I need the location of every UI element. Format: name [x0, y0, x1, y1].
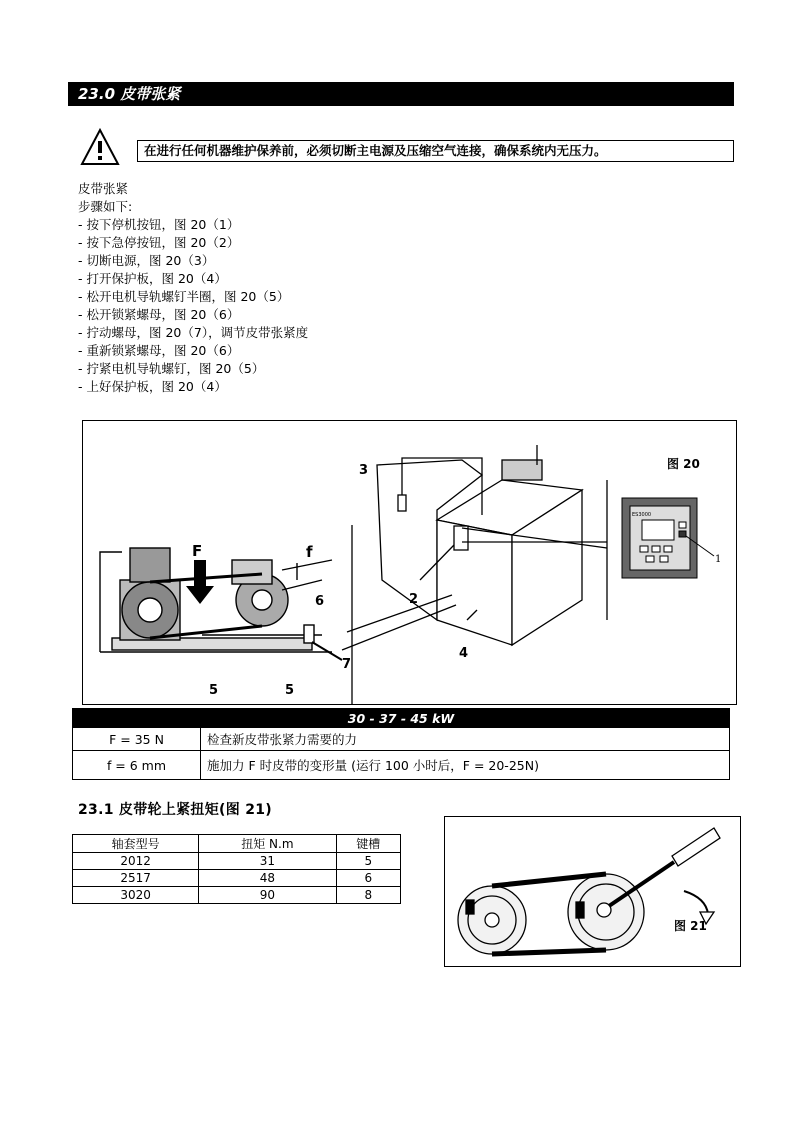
table-cell: 3020: [73, 887, 199, 904]
callout-f: f: [306, 543, 313, 561]
step-item: - 重新锁紧螺母，图 20（6）: [78, 343, 240, 358]
table-cell: 2517: [73, 870, 199, 887]
table-header-row: [73, 835, 401, 853]
belt-drive-drawing: [100, 548, 342, 660]
warning-text: 在进行任何机器维护保养前，必须切断主电源及压缩空气连接，确保系统内无压力。: [144, 143, 607, 158]
step-item: - 切断电源，图 20（3）: [78, 253, 215, 268]
table-cell: 6: [336, 870, 400, 887]
callout-3: 3: [359, 463, 369, 478]
callout-1: 1: [715, 554, 722, 565]
control-panel-drawing: [622, 498, 714, 578]
figure-21-illustration: [444, 816, 741, 967]
table-row: [73, 751, 730, 780]
callout-4: 4: [459, 646, 469, 661]
figure-20-illustration: [82, 420, 737, 705]
table-row: [73, 728, 730, 751]
table-row: [73, 853, 401, 870]
step-item: - 松开锁紧螺母，图 20（6）: [78, 307, 240, 322]
subsection-title: 23.1 皮带轮上紧扭矩(图 21): [78, 802, 272, 818]
steps-heading: 皮带张紧: [78, 181, 129, 196]
figure-20-label: 图 20: [667, 457, 700, 471]
spec-desc: 检查新皮带张紧力需要的力: [201, 728, 730, 751]
steps-intro: 步骤如下:: [78, 199, 133, 214]
table-row: [73, 870, 401, 887]
callout-7: 7: [342, 657, 352, 672]
callout-5b: 5: [285, 683, 295, 698]
force-arrow-icon: [186, 560, 214, 604]
table-cell: 5: [336, 853, 400, 870]
table-cell: 48: [199, 870, 336, 887]
step-item: - 拧紧电机导轨螺钉，图 20（5）: [78, 361, 265, 376]
spec-desc: 施加力 F 时皮带的变形量 (运行 100 小时后，F = 20-25N): [201, 751, 730, 780]
step-item: - 打开保护板，图 20（4）: [78, 271, 227, 286]
step-item: - 拧动螺母，图 20（7），调节皮带张紧度: [78, 325, 309, 340]
pulley-drawing: [458, 828, 720, 954]
column-header: 扭矩 N.m: [199, 835, 336, 853]
torque-table: [72, 834, 401, 904]
step-item: - 上好保护板，图 20（4）: [78, 379, 227, 394]
step-item: - 按下急停按钮，图 20（2）: [78, 235, 240, 250]
spec-table-header: 30 - 37 - 45 kW: [73, 709, 730, 728]
warning-icon: [80, 128, 120, 166]
step-item: - 松开电机导轨螺钉半圈，图 20（5）: [78, 289, 290, 304]
table-cell: 90: [199, 887, 336, 904]
callout-F: F: [192, 542, 203, 560]
table-row: [73, 887, 401, 904]
column-header: 轴套型号: [73, 835, 199, 853]
section-title: 23.0 皮带张紧: [78, 85, 181, 103]
table-cell: 31: [199, 853, 336, 870]
belt-spec-table: [72, 708, 730, 780]
spec-label: f = 6 mm: [73, 751, 201, 780]
step-item: - 按下停机按钮，图 20（1）: [78, 217, 240, 232]
callout-5a: 5: [209, 683, 219, 698]
table-cell: 8: [336, 887, 400, 904]
compressor-cabinet-drawing: [342, 445, 607, 705]
panel-brand: ES3000: [632, 512, 652, 518]
spec-label: F = 35 N: [73, 728, 201, 751]
warning-box: [137, 140, 734, 162]
figure-21-label: 图 21: [674, 919, 707, 933]
section-title-bar: [68, 82, 734, 106]
table-cell: 2012: [73, 853, 199, 870]
callout-2: 2: [409, 592, 419, 607]
callout-6: 6: [315, 594, 325, 609]
column-header: 键槽: [336, 835, 400, 853]
